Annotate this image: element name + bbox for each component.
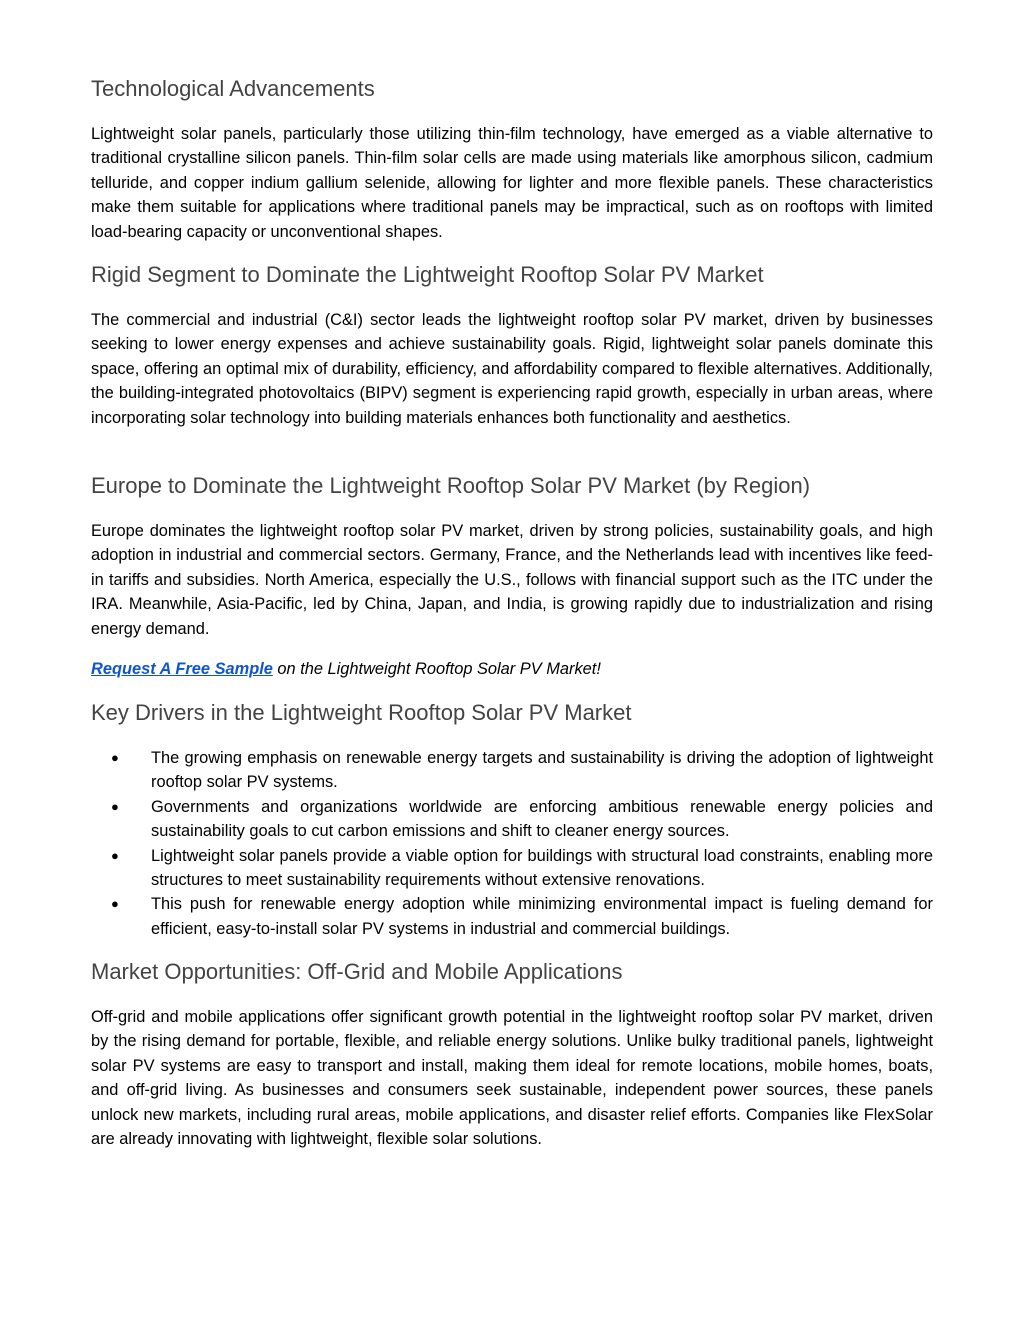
list-item-text: The growing emphasis on renewable energy targets and sustainability is driving the adoption of lightweight rooftop solar PV systems. [151,749,933,792]
heading-technological-advancements: Technological Advancements [91,76,375,101]
heading-rigid-segment: Rigid Segment to Dominate the Lightweight Rooftop Solar PV Market [91,262,764,287]
bullet-icon: ● [111,798,119,814]
paragraph-technological-advancements: Lightweight solar panels, particularly those utilizing thin-film technology, have emerged as a viable alternative to traditional crystalline silicon panels. Thin-film solar cells are made using materials like amorphous silicon, cadmium telluride, and copper indium gallium selenide, allowing for lighter and more flexible panels. These characteristics make them suitable for applications where traditional panels may be impractical, such as on rooftops with limited load-bearing capacity or unconventional shapes. [91,125,933,241]
list-item [91,795,933,844]
heading-key-drivers: Key Drivers in the Lightweight Rooftop Solar PV Market [91,700,632,725]
heading-market-opportunities: Market Opportunities: Off-Grid and Mobile Applications [91,959,623,984]
bullet-icon: ● [111,847,119,863]
heading-europe-region: Europe to Dominate the Lightweight Rooftop Solar PV Market (by Region) [91,473,811,498]
paragraph-market-opportunities: Off-grid and mobile applications offer significant growth potential in the lightweight rooftop solar PV market, driven by the rising demand for portable, flexible, and reliable energy solutions. Unlike bulky traditional panels, lightweight solar PV systems are easy to transport and install, making them ideal for remote locations, mobile homes, boats, and off-grid living. As businesses and consumers seek sustainable, independent power sources, these panels unlock new markets, including rural areas, mobile applications, and disaster relief efforts. Companies like FlexSolar are already innovating with lightweight, flexible solar solutions. [91,1008,933,1149]
request-sample-rest-text: on the Lightweight Rooftop Solar PV Market! [272,660,601,678]
request-free-sample-link[interactable]: Request A Free Sample [91,660,273,678]
list-item [91,746,933,795]
paragraph-rigid-segment: The commercial and industrial (C&I) sector leads the lightweight rooftop solar PV market, driven by businesses seeking to lower energy expenses and achieve sustainability goals. Rigid, lightweight solar panels dominate this space, offering an optimal mix of durability, efficiency, and affordability compared to flexible alternatives. Additionally, the building-integrated photovoltaics (BIPV) segment is experiencing rapid growth, especially in urban areas, where incorporating solar technology into building materials enhances both functionality and aesthetics. [91,311,933,427]
list-item [91,844,933,893]
list-item [91,892,933,941]
bullet-icon: ● [111,750,119,765]
bullet-icon: ● [111,896,119,912]
paragraph-europe-region: Europe dominates the lightweight rooftop solar PV market, driven by strong policies, sustainability goals, and high adoption in industrial and commercial sectors. Germany, France, and the Netherlands lead with incentives like feed-in tariffs and subsidies. North America, especially the U.S., follows with financial support such as the ITC under the IRA. Meanwhile, Asia-Pacific, led by China, Japan, and India, is growing rapidly due to industrialization and rising energy demand. [91,522,933,638]
list-item-text: Governments and organizations worldwide are enforcing ambitious renewable energy policies and sustainability goals to cut carbon emissions and shift to cleaner energy sources. [151,797,933,841]
list-item-text: This push for renewable energy adoption while minimizing environmental impact is fueling demand for efficient, easy-to-install solar PV systems in industrial and commercial buildings. [151,895,933,938]
request-sample-line [91,657,933,681]
list-item-text: Lightweight solar panels provide a viable option for buildings with structural load constraints, enabling more structures to meet sustainability requirements without extensive renovations. [151,846,933,890]
key-drivers-list [91,746,933,941]
